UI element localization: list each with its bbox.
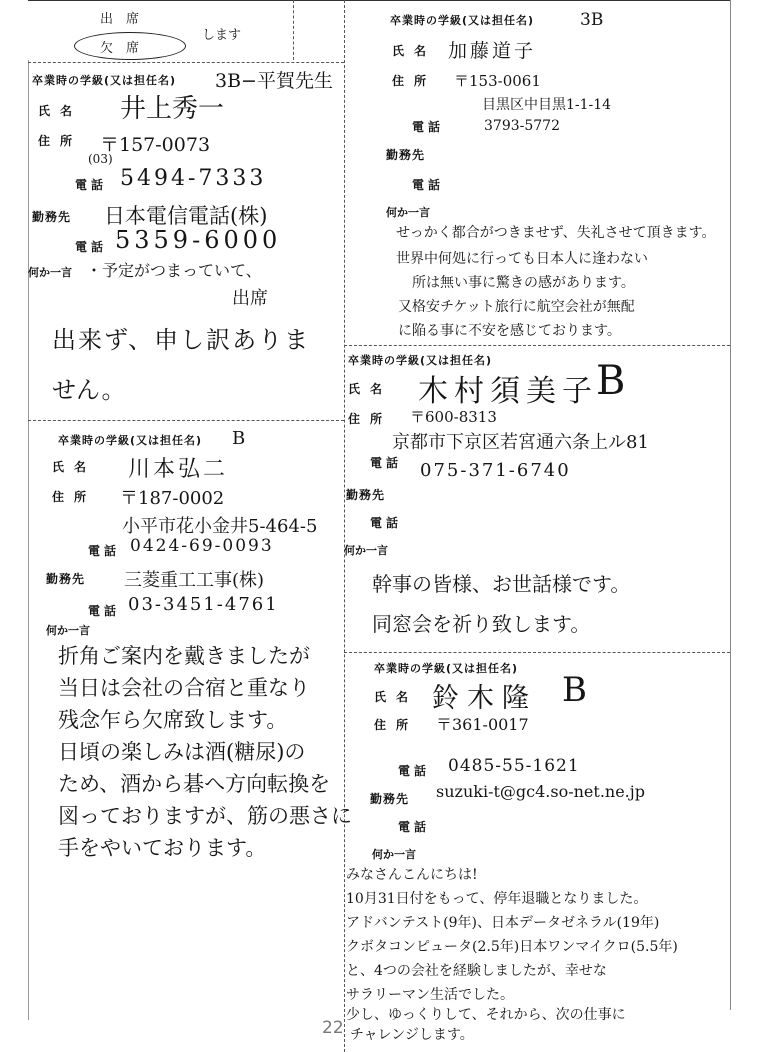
page-number: 22	[322, 1018, 344, 1038]
class-value: B	[232, 428, 246, 449]
postal-value: 〒157-0073	[100, 134, 211, 156]
center-divider-inner	[293, 0, 294, 60]
phone-label: 電話	[88, 544, 121, 558]
right-border	[730, 0, 731, 1010]
comment-line-7: 少し、ゆっくりして、それから、次の仕事に	[346, 1007, 626, 1023]
phone-value: 075-371-6740	[420, 460, 571, 481]
postal-value: 〒153-0061	[454, 72, 541, 90]
card-top-line	[28, 420, 344, 421]
comment-line-3: アドバンテスト(9年)、日本データゼネラル(19年)	[346, 915, 660, 931]
class-value: 3B−平賀先生	[215, 70, 333, 92]
phone-value: 3793-5772	[484, 118, 560, 134]
work-phone-label: 電話	[88, 604, 121, 618]
name-value: 木村須美子	[418, 374, 598, 409]
work-phone-value: 03-3451-4761	[128, 594, 279, 615]
class-value: 3B	[580, 10, 604, 30]
address-label: 住所	[392, 74, 437, 88]
address-label: 住所	[374, 718, 419, 732]
card-top-line	[28, 62, 344, 63]
comment-line-2: 出席	[232, 288, 268, 309]
postal-value: 〒600-8313	[410, 408, 497, 426]
comment-line-1: 折角ご案内を戴きましたが	[58, 644, 310, 668]
comment-line-4: 又格安チケット旅行に航空会社が無配	[398, 299, 635, 315]
work-label: 勤務先	[370, 792, 410, 806]
phone-label: 電話	[412, 120, 445, 134]
comment-line-4: 日頃の楽しみは酒(糖尿)の	[58, 740, 306, 764]
address-value: 小平市花小金井5-464-5	[122, 516, 318, 537]
comment-label: 何か一言	[344, 544, 388, 557]
comment-line-6: サラリーマン生活でした。	[346, 987, 514, 1003]
comment-label: 何か一言	[372, 848, 416, 861]
attendance-present: 出 席	[100, 12, 140, 27]
left-divider	[28, 60, 29, 1020]
comment-line-6: 図っておりますが、筋の悪さに	[58, 804, 352, 828]
comment-line-3: 残念乍ら欠席致します。	[58, 708, 288, 732]
class-label: 卒業時の学級(又は担任名)	[374, 662, 519, 675]
comment-line-3: 所は無い事に驚きの感があります。	[412, 275, 635, 291]
class-label: 卒業時の学級(又は担任名)	[348, 354, 493, 367]
postal-value: 〒187-0002	[120, 488, 225, 509]
comment-line-2: 10月31日付をもって、停年退職となりました。	[346, 891, 648, 907]
comment-line-5: と、4つの会社を経験しましたが、幸せな	[346, 963, 607, 979]
top-border	[28, 0, 730, 1]
comment-line-1: せっかく都合がつきませず、失礼させて頂きます。	[396, 225, 716, 241]
address-value: 目黒区中目黒1-1-14	[482, 97, 612, 113]
attendance-suffix: します	[202, 28, 242, 43]
comment-line-8: チャレンジします。	[350, 1027, 474, 1043]
work-label: 勤務先	[32, 210, 72, 224]
comment-line-4: クボタコンピュータ(2.5年)日本ワンマイクロ(5.5年)	[346, 939, 678, 955]
work-value: suzuki-t@gc4.so-net.ne.jp	[436, 782, 645, 801]
comment-line-1: みなさんこんにちは!	[346, 867, 478, 883]
name-label: 氏名	[38, 104, 83, 118]
phone-label: 電話	[75, 178, 108, 192]
phone-label: 電話	[370, 456, 403, 470]
center-divider-top	[344, 0, 345, 1052]
work-phone-label: 電話	[398, 820, 431, 834]
comment-label: 何か一言	[386, 206, 430, 219]
address-value: 京都市下京区若宮通六条上ル81	[392, 432, 649, 453]
address-label: 住所	[52, 490, 97, 504]
card-top-line	[344, 652, 730, 653]
work-phone-label: 電話	[370, 516, 403, 530]
name-mark: B	[596, 358, 626, 404]
work-phone-value: 5359-6000	[115, 226, 282, 254]
work-value: 日本電信電話(株)	[104, 204, 268, 228]
work-label: 勤務先	[386, 148, 426, 162]
phone-value: 5494-7333	[120, 166, 267, 191]
comment-line-2: 世界中何処に行っても日本人に逢わない	[396, 251, 648, 267]
phone-label: 電話	[398, 764, 431, 778]
comment-line-1: ・予定がつまっていて、	[86, 261, 262, 280]
name-value: 加藤道子	[448, 40, 537, 62]
work-label: 勤務先	[346, 488, 386, 502]
name-label: 氏名	[348, 382, 393, 396]
comment-line-7: 手をやいております。	[58, 836, 267, 860]
class-label: 卒業時の学級(又は担任名)	[32, 74, 177, 87]
comment-label: 何か一言	[46, 624, 90, 637]
name-value: 川本弘二	[128, 457, 229, 482]
postal-value: 〒361-0017	[436, 715, 529, 734]
address-label: 住所	[348, 412, 393, 426]
work-value: 三菱重工工事(株)	[124, 570, 265, 591]
work-phone-label: 電話	[75, 240, 108, 254]
name-value: 鈴木隆	[432, 683, 537, 714]
attendance-absent: 欠 席	[100, 41, 140, 56]
work-phone-label: 電話	[412, 178, 445, 192]
name-label: 氏名	[392, 44, 437, 58]
phone-value: 0485-55-1621	[448, 756, 580, 776]
comment-line-5: ため、酒から碁へ方向転換を	[58, 772, 331, 796]
class-label: 卒業時の学級(又は担任名)	[390, 14, 535, 27]
comment-line-2: 当日は会社の合宿と重なり	[58, 676, 310, 700]
name-value: 井上秀一	[120, 94, 225, 124]
name-mark: B	[562, 670, 587, 710]
comment-label: 何か一言	[28, 266, 72, 279]
name-label: 氏名	[52, 460, 97, 474]
comment-line-4: せん。	[52, 376, 126, 404]
work-label: 勤務先	[46, 572, 86, 586]
comment-line-3: 出来ず、申し訳ありま	[52, 326, 311, 354]
address-label: 住所	[38, 134, 83, 148]
phone-prefix: (03)	[88, 152, 113, 166]
name-label: 氏名	[374, 690, 419, 704]
comment-line-2: 同窓会を祈り致します。	[372, 612, 591, 636]
phone-value: 0424-69-0093	[130, 536, 274, 556]
comment-line-5: に陥る事に不安を感じております。	[398, 323, 621, 339]
card-top-line	[344, 345, 730, 346]
class-label: 卒業時の学級(又は担任名)	[58, 434, 203, 447]
comment-line-1: 幹事の皆様、お世話様です。	[372, 572, 631, 596]
